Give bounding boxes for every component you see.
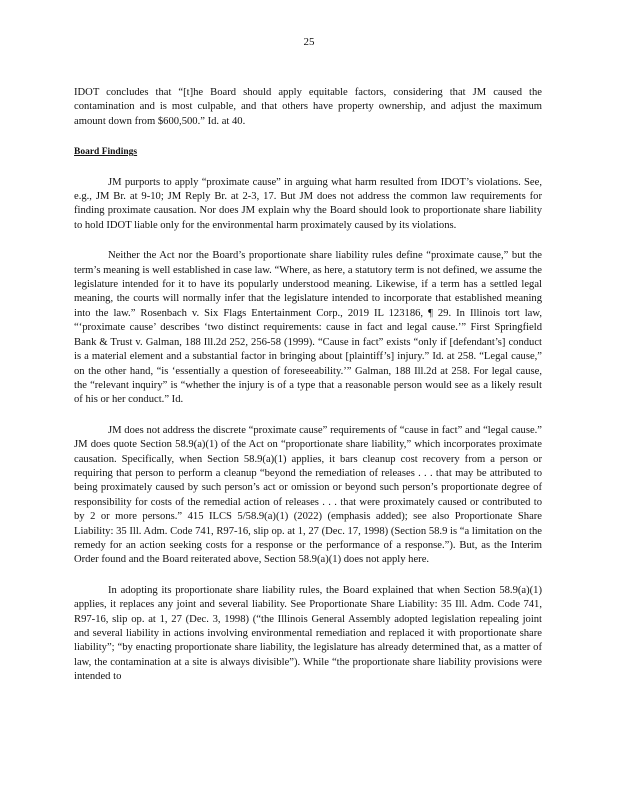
paragraph-proximate-cause-argument: JM purports to apply “proximate cause” in arguing what harm resulted from IDOT’s violations. See, e.g., JM Br. at 9-10; JM Reply Br. at 2-3, 17. But JM does not address the common law requirements for finding proximate causation. Nor does JM explain why the Board should look to proportionate share liability to hold IDOT liable only for the environmental harm proximately caused by its violations.	[74, 176, 542, 231]
page-number: 25	[303, 36, 315, 48]
paragraph-section-58-9: JM does not address the discrete “proximate cause” requirements of “cause in fact” and “legal cause.” JM does quote Section 58.9(a)(1) of the Act on “proportionate share liability,” which incorporates proximate causation. Specifically, when Section 58.9(a)(1) applies, it bars cleanup cost recovery from a person or requiring that person to perform a cleanup “beyond the remediation of releases . . . that may be attributed to being proximately caused by such person’s act or omission or beyond such person’s proportionate degree of responsibility for costs of the remedial action of releases . . . that were proximately caused or contributed to by 2 or more persons.” 415 ILCS 5/58.9(a)(1) (2022) (emphasis added); see also Proportionate Share Liability: 35 Ill. Adm. Code 741, R97-16, slip op. at 1, 27 (Dec. 17, 1998) (Section 58.9 is “a limitation on the remedy for an action seeking costs for a response or the performance of a response.”). But, as the Interim Order found and the Board reiterated above, Section 58.9(a)(1) does not apply here.	[74, 424, 542, 566]
paragraph-idot-conclusion: IDOT concludes that “[t]he Board should apply equitable factors, considering that JM caused the contamination and is most culpable, and that others have property ownership, and adjust the maximum amount down from $600,500.” Id. at 40.	[74, 87, 542, 127]
paragraph-proximate-cause-definition: Neither the Act nor the Board’s proportionate share liability rules define “proximate cause,” but the term’s meaning is well established in case law. “Where, as here, a statutory term is not defined, we assume the legislature intended for it to have its popularly understood meaning. Likewise, if a term has a settled legal meaning, the courts will normally infer that the legislature intended to incorporate that established meaning into the law.” Rosenbach v. Six Flags Entertainment Corp., 2019 IL 123186, ¶ 29. In Illinois tort law, “‘proximate cause’ describes ‘two distinct requirements: cause in fact and legal cause.’” First Springfield Bank & Trust v. Galman, 188 Ill.2d 252, 256-58 (1999). “Cause in fact” exists “only if [defendant’s] conduct is a material element and a substantial factor in bringing about [plaintiff’s] injury.” Id. at 258. “Legal cause,” on the other hand, “is ‘essentially a question of foreseeability.’” Galman, 188 Ill.2d at 258. For legal cause, the “relevant inquiry” is “whether the injury is of a type that a reasonable person would see as a likely result of his or her conduct.” Id.	[74, 250, 542, 406]
section-heading-board-findings: Board Findings	[74, 147, 138, 158]
paragraph-proportionate-share-rules: In adopting its proportionate share liability rules, the Board explained that when Section 58.9(a)(1) applies, it replaces any joint and several liability. See Proportionate Share Liability: 35 Ill. Adm. Code 741, R97-16, slip op. at 1, 27 (Dec. 3, 1998) (“the Illinois General Assembly adopted legislation repealing joint and several liability in actions involving environmental remediation and replaced it with proportionate share liability”; “by enacting proportionate share liability, the legislature has already determined that, as a matter of law, the contamination at a site is always divisible”). While “the proportionate share liability provisions were intended to	[74, 584, 542, 683]
document-body	[74, 86, 542, 685]
